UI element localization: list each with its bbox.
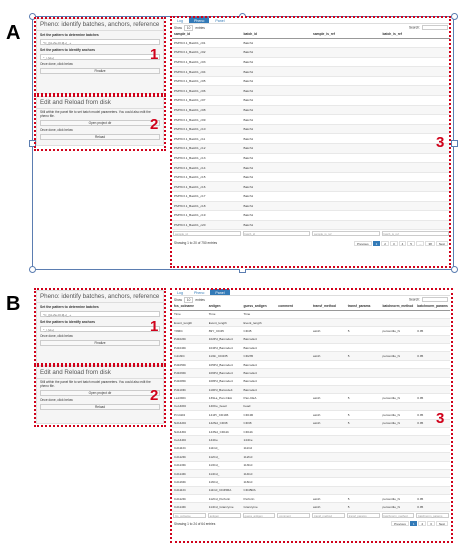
table-cell: percentile_hi xyxy=(381,411,416,419)
page-button[interactable]: Next xyxy=(436,521,448,526)
table-cell: bead xyxy=(242,402,277,410)
tab-pheno[interactable]: Pheno xyxy=(194,291,205,295)
batch-pattern-input[interactable]: ^C_([A-Za-z0-9]+)_.+ xyxy=(40,39,160,45)
column-filter-input[interactable]: guess_antigen xyxy=(243,513,276,518)
show-label: Show xyxy=(174,297,182,302)
table-cell: Nd142Di xyxy=(172,419,207,427)
table-cell: asinh xyxy=(311,503,346,511)
highlight-box-2 xyxy=(34,365,166,427)
batch-pattern-label: Set the pattern to determine batches xyxy=(40,33,99,37)
table-cell: Barcode4 xyxy=(242,377,277,385)
highlight-number-1: 1 xyxy=(150,46,159,63)
table-cell: 141Pr_CD196 xyxy=(207,411,242,419)
table-cell: Event_length xyxy=(172,318,207,326)
resize-handle[interactable] xyxy=(451,140,458,147)
table-cell: PMHC3.1_Batch1_c15 xyxy=(172,172,242,182)
table-cell: 113Cd_ xyxy=(207,461,242,469)
column-filter-input[interactable]: batch_id xyxy=(243,231,311,236)
page-button[interactable]: 3 xyxy=(427,521,435,526)
highlight-number-2: 2 xyxy=(150,387,159,404)
table-cell: 104Pd_Barcode4 xyxy=(207,344,242,352)
table-cell: Cd114Di xyxy=(172,469,207,477)
table-cell: PMHC3.1_Batch1_c19 xyxy=(172,211,242,221)
table-cell: PMHC3.1_Batch1_c03 xyxy=(172,57,242,67)
anchor-pattern-input[interactable]: ^_\.(\d+) xyxy=(40,326,160,332)
table-cell: PMHC3.1_Batch1_c16 xyxy=(172,182,242,192)
page-button[interactable]: 1 xyxy=(410,521,418,526)
column-header[interactable]: sample_id xyxy=(172,31,242,38)
column-filter-input[interactable]: batchnorm_method xyxy=(382,513,415,518)
reload-button[interactable]: Reload xyxy=(40,134,160,140)
table-cell: 143Nd_CD11b xyxy=(207,427,242,435)
table-cell: percentile_hi xyxy=(381,394,416,402)
table-cell: Cd116Di xyxy=(172,478,207,486)
table-cell: 116Cd_ xyxy=(207,478,242,486)
column-filter-input[interactable]: transf_params xyxy=(347,513,380,518)
anchor-pattern-label: Set the pattern to identify anchors xyxy=(40,320,96,324)
column-header[interactable]: transf_method xyxy=(311,303,346,310)
column-filter-input[interactable]: antigen xyxy=(208,513,241,518)
table-cell: PMHC3.1_Batch1_c08 xyxy=(172,105,242,115)
table-cell: 114Cd xyxy=(242,469,277,477)
table-cell: Cd111Di xyxy=(172,444,207,452)
table-cell: asinh xyxy=(311,327,346,335)
table-cell: 0.95 xyxy=(415,495,450,503)
page-button[interactable]: Previous xyxy=(391,521,409,526)
table-cell: 112Cd_ xyxy=(207,453,242,461)
table-cell: CD196 xyxy=(242,411,277,419)
table-cell: Batch1 xyxy=(242,201,312,211)
table-cell: Pd102Di xyxy=(172,335,207,343)
table-cell: 113In_CD235 xyxy=(207,352,242,360)
table-cell: Pd105Di xyxy=(172,360,207,368)
tab-pheno[interactable]: Pheno xyxy=(189,17,209,23)
table-cell: 112Cd xyxy=(242,453,277,461)
table-cell: PMHC3.1_Batch1_c12 xyxy=(172,144,242,154)
column-header[interactable]: antigen xyxy=(207,303,242,310)
table-cell: PMHC3.1_Batch1_c18 xyxy=(172,201,242,211)
table-cell: 0.95 xyxy=(415,394,450,402)
page-button[interactable]: 1 xyxy=(373,241,381,246)
table-cell: CD11b xyxy=(242,427,277,435)
table-cell: 5 xyxy=(346,394,381,402)
table-cell: Batch1 xyxy=(242,76,312,86)
table-cell: PMHC3.1_Batch1_c09 xyxy=(172,115,242,125)
tab-panel[interactable]: Panel xyxy=(215,19,225,23)
table-cell: Pd106Di xyxy=(172,369,207,377)
table-info: Showing 1 to 20 of 750 entries xyxy=(174,241,218,246)
entries-label: entries xyxy=(195,25,205,30)
highlight-box-1 xyxy=(34,17,166,95)
table-cell: 114Cd_Granzyme xyxy=(207,503,242,511)
page-button[interactable]: 38 xyxy=(425,241,434,246)
page-button[interactable]: 2 xyxy=(381,241,389,246)
batch-pattern-input[interactable]: ^C_([A-Za-z0-9]+)_.+ xyxy=(40,311,160,317)
table-cell: PMHC3.1_Batch1_c02 xyxy=(172,48,242,58)
entries-select[interactable]: 10 xyxy=(184,25,194,31)
table-cell: Barcode4 xyxy=(242,335,277,343)
page-button[interactable]: Previous xyxy=(354,241,372,246)
show-label: Show xyxy=(174,25,182,30)
column-filter-input[interactable]: fcs_colname xyxy=(173,513,206,518)
page-button[interactable]: 2 xyxy=(418,521,426,526)
table-cell: PMHC3.1_Batch1_c13 xyxy=(172,153,242,163)
finalize-button[interactable]: Finalize xyxy=(40,340,160,346)
once-done-text: Once done, click below xyxy=(40,334,73,338)
highlight-box-3 xyxy=(170,16,451,268)
table-cell: 0.95 xyxy=(415,419,450,427)
column-header[interactable]: comment xyxy=(276,303,311,310)
highlight-box-1 xyxy=(34,288,166,365)
table-cell: 5 xyxy=(346,411,381,419)
figure-label-b: B xyxy=(6,293,21,315)
highlight-box-3 xyxy=(170,288,453,543)
table-cell: 108Pd_Barcode4 xyxy=(207,377,242,385)
highlight-number-3: 3 xyxy=(436,134,445,151)
table-cell: Batch1 xyxy=(242,48,312,58)
table-cell: PMHC3.1_Batch1_c17 xyxy=(172,192,242,202)
table-cell: percentile_hi xyxy=(381,352,416,360)
table-cell: Pd108Di xyxy=(172,377,207,385)
table-cell: 102Pd_Barcode4 xyxy=(207,335,242,343)
table-cell: 111Cd_CD45RA xyxy=(207,486,242,494)
column-filter-input[interactable]: sample_id xyxy=(173,231,241,236)
table-cell: PMHC3.1_Batch1_c20 xyxy=(172,220,242,230)
table-cell: 112Cd_Perforin xyxy=(207,495,242,503)
table-cell: asinh xyxy=(311,394,346,402)
resize-handle[interactable] xyxy=(451,13,458,20)
page-button[interactable]: 3 xyxy=(390,241,398,246)
table-cell: Ce140Di xyxy=(172,402,207,410)
table-cell: Barcode4 xyxy=(242,344,277,352)
column-header[interactable]: fcs_colname xyxy=(172,303,207,310)
table-cell: 0.95 xyxy=(415,352,450,360)
table-cell: Time xyxy=(242,310,277,318)
table-cell: Perforin xyxy=(242,495,277,503)
table-cell: Event_length xyxy=(207,318,242,326)
table-cell: Batch1 xyxy=(242,144,312,154)
table-cell: PMHC3.1_Batch1_c10 xyxy=(172,124,242,134)
column-header[interactable]: batch_id xyxy=(242,31,312,38)
table-cell: CD45RA xyxy=(242,486,277,494)
table-cell: Batch1 xyxy=(242,124,312,134)
table-cell: asinh xyxy=(311,352,346,360)
column-header[interactable]: transf_params xyxy=(346,303,381,310)
edit-reload-text: Still within the panel file to set batch model parameters. You could also edit the pheno file. xyxy=(40,380,151,388)
tab-panel[interactable]: Panel xyxy=(210,289,229,295)
table-cell: Granzyme xyxy=(242,503,277,511)
table-cell: Batch1 xyxy=(242,153,312,163)
table-cell: Batch1 xyxy=(242,67,312,77)
table-cell: Ce144Di xyxy=(172,436,207,444)
table-cell: PMHC3.1_Batch1_c01 xyxy=(172,38,242,48)
column-filter-input[interactable]: transf_method xyxy=(312,513,345,518)
edit-reload-text: Still within the panel file to set batch model parameters. You could also edit the pheno file. xyxy=(40,110,151,118)
table-info: Showing 1 to 24 of 64 entries xyxy=(174,521,216,526)
table-cell: 116Cd xyxy=(242,478,277,486)
table-cell: Pd110Di xyxy=(172,386,207,394)
table-cell: Cd112Di xyxy=(172,495,207,503)
open-project-button[interactable]: Open project dir xyxy=(40,390,160,396)
entries-label: entries xyxy=(195,297,205,302)
table-cell: 113Cd xyxy=(242,461,277,469)
table-cell: Barcode4 xyxy=(242,369,277,377)
table-cell: percentile_hi xyxy=(381,327,416,335)
once-done-text: Once done, click below xyxy=(40,62,73,66)
once-done-text: Once done, click below xyxy=(40,398,73,402)
table-cell: Cd111Di xyxy=(172,486,207,494)
table-cell: Batch1 xyxy=(242,38,312,48)
table-cell: percentile_hi xyxy=(381,419,416,427)
table-cell: Cd112Di xyxy=(172,453,207,461)
sidebar-title: Pheno: identify batches, anchors, reference xyxy=(37,291,163,303)
anchor-pattern-label: Set the pattern to identify anchors xyxy=(40,48,96,52)
open-project-button[interactable]: Open project dir xyxy=(40,120,160,126)
table-cell: Batch1 xyxy=(242,57,312,67)
table-cell: PMHC3.1_Batch1_c11 xyxy=(172,134,242,144)
highlight-number-3: 3 xyxy=(436,410,445,427)
table-cell: 114Cd_ xyxy=(207,469,242,477)
table-cell: Nd143Di xyxy=(172,427,207,435)
search-label: Search: xyxy=(409,297,420,302)
edit-reload-title: Edit and Reload from disk xyxy=(37,97,163,109)
table-cell: Pd104Di xyxy=(172,344,207,352)
column-header[interactable]: guess_antigen xyxy=(242,303,277,310)
table-cell: Batch1 xyxy=(242,96,312,106)
search-label: Search: xyxy=(409,25,420,30)
tab-log[interactable]: Log xyxy=(177,19,183,23)
entries-select[interactable]: 10 xyxy=(184,297,194,303)
column-header[interactable]: batchnorm_method xyxy=(382,304,414,309)
column-filter-input[interactable]: batch_is_ref xyxy=(382,231,450,236)
table-cell: 5 xyxy=(346,419,381,427)
table-cell: Batch1 xyxy=(242,211,312,221)
resize-handle[interactable] xyxy=(451,266,458,273)
table-cell: Batch1 xyxy=(242,105,312,115)
table-cell: Y89Di xyxy=(172,327,207,335)
table-cell: CD45 xyxy=(242,327,277,335)
table-cell: asinh xyxy=(311,411,346,419)
table-cell: 111Cd xyxy=(242,444,277,452)
table-cell: Time xyxy=(172,310,207,318)
table-cell: 5 xyxy=(346,503,381,511)
page-button[interactable]: Next xyxy=(436,241,448,246)
column-header[interactable]: batchnorm_params xyxy=(415,303,450,310)
table-cell: Batch1 xyxy=(242,172,312,182)
table-cell: Batch1 xyxy=(242,163,312,173)
table-cell: 89Y_CD45 xyxy=(207,327,242,335)
table-cell: 0.95 xyxy=(415,411,450,419)
table-cell: 144Ce xyxy=(207,436,242,444)
table-cell: percentile_hi xyxy=(381,503,416,511)
table-cell: 139La_Pan-CEA xyxy=(207,394,242,402)
table-cell: Time xyxy=(207,310,242,318)
table-cell: CD235 xyxy=(242,352,277,360)
table-cell: 5 xyxy=(346,495,381,503)
table-cell: 0.95 xyxy=(415,327,450,335)
page-button[interactable]: ... xyxy=(416,241,425,246)
table-cell: asinh xyxy=(311,495,346,503)
table-cell: 144Ce xyxy=(242,436,277,444)
table-cell: 105Pd_Barcode4 xyxy=(207,360,242,368)
table-cell: 5 xyxy=(346,327,381,335)
table-cell: 111Cd_ xyxy=(207,444,242,452)
figure-label-a: A xyxy=(6,22,21,44)
column-filter-input[interactable]: comment xyxy=(277,513,310,518)
table-cell: 0.95 xyxy=(415,503,450,511)
table-cell: PMHC3.1_Batch1_c06 xyxy=(172,86,242,96)
column-header[interactable]: sample_is_ref xyxy=(311,31,381,38)
page-button[interactable]: 5 xyxy=(407,241,415,246)
table-cell: Pan-CEA xyxy=(242,394,277,402)
table-cell: 5 xyxy=(346,352,381,360)
table-cell: Batch1 xyxy=(242,182,312,192)
highlight-number-1: 1 xyxy=(150,318,159,335)
table-cell: CD38 xyxy=(242,419,277,427)
column-filter-input[interactable]: batchnorm_params xyxy=(416,513,449,518)
table-cell: Cd113Di xyxy=(172,461,207,469)
table-cell: 106Pd_Barcode4 xyxy=(207,369,242,377)
highlight-number-2: 2 xyxy=(150,116,159,133)
column-header[interactable]: batch_is_ref xyxy=(381,31,451,38)
table-cell: 142Nd_CD38 xyxy=(207,419,242,427)
table-cell: Batch1 xyxy=(242,134,312,144)
table-cell: Pr141Di xyxy=(172,411,207,419)
table-cell: percentile_hi xyxy=(381,495,416,503)
table-cell: PMHC3.1_Batch1_c07 xyxy=(172,96,242,106)
anchor-pattern-input[interactable]: ^_\.(\d+) xyxy=(40,54,160,60)
table-cell: asinh xyxy=(311,419,346,427)
highlight-box-2 xyxy=(34,95,166,151)
table-cell: La139Di xyxy=(172,394,207,402)
resize-handle[interactable] xyxy=(29,266,36,273)
finalize-button[interactable]: Finalize xyxy=(40,68,160,74)
table-cell: Event_length xyxy=(242,318,277,326)
tab-log[interactable]: Log xyxy=(177,291,183,295)
table-cell: PMHC3.1_Batch1_c05 xyxy=(172,76,242,86)
edit-reload-title: Edit and Reload from disk xyxy=(37,367,163,379)
table-cell: Batch1 xyxy=(242,115,312,125)
table-cell: Barcode4 xyxy=(242,360,277,368)
page-button[interactable]: 4 xyxy=(399,241,407,246)
batch-pattern-label: Set the pattern to determine batches xyxy=(40,305,99,309)
once-done-text: Once done, click below xyxy=(40,128,73,132)
table-cell: 110Pd_Barcode4 xyxy=(207,386,242,394)
table-cell: Cd114Di xyxy=(172,503,207,511)
table-cell: PMHC3.1_Batch1_c04 xyxy=(172,67,242,77)
table-cell: PMHC3.1_Batch1_c14 xyxy=(172,163,242,173)
table-cell: In113Di xyxy=(172,352,207,360)
sidebar-title: Pheno: identify batches, anchors, reference xyxy=(37,19,163,31)
column-filter-input[interactable]: sample_is_ref xyxy=(312,231,380,236)
table-cell: Batch1 xyxy=(242,192,312,202)
table-cell: 140Ce_bead xyxy=(207,402,242,410)
reload-button[interactable]: Reload xyxy=(40,404,160,410)
table-cell: Batch1 xyxy=(242,220,312,230)
table-cell: Barcode4 xyxy=(242,386,277,394)
table-cell: Batch1 xyxy=(242,86,312,96)
